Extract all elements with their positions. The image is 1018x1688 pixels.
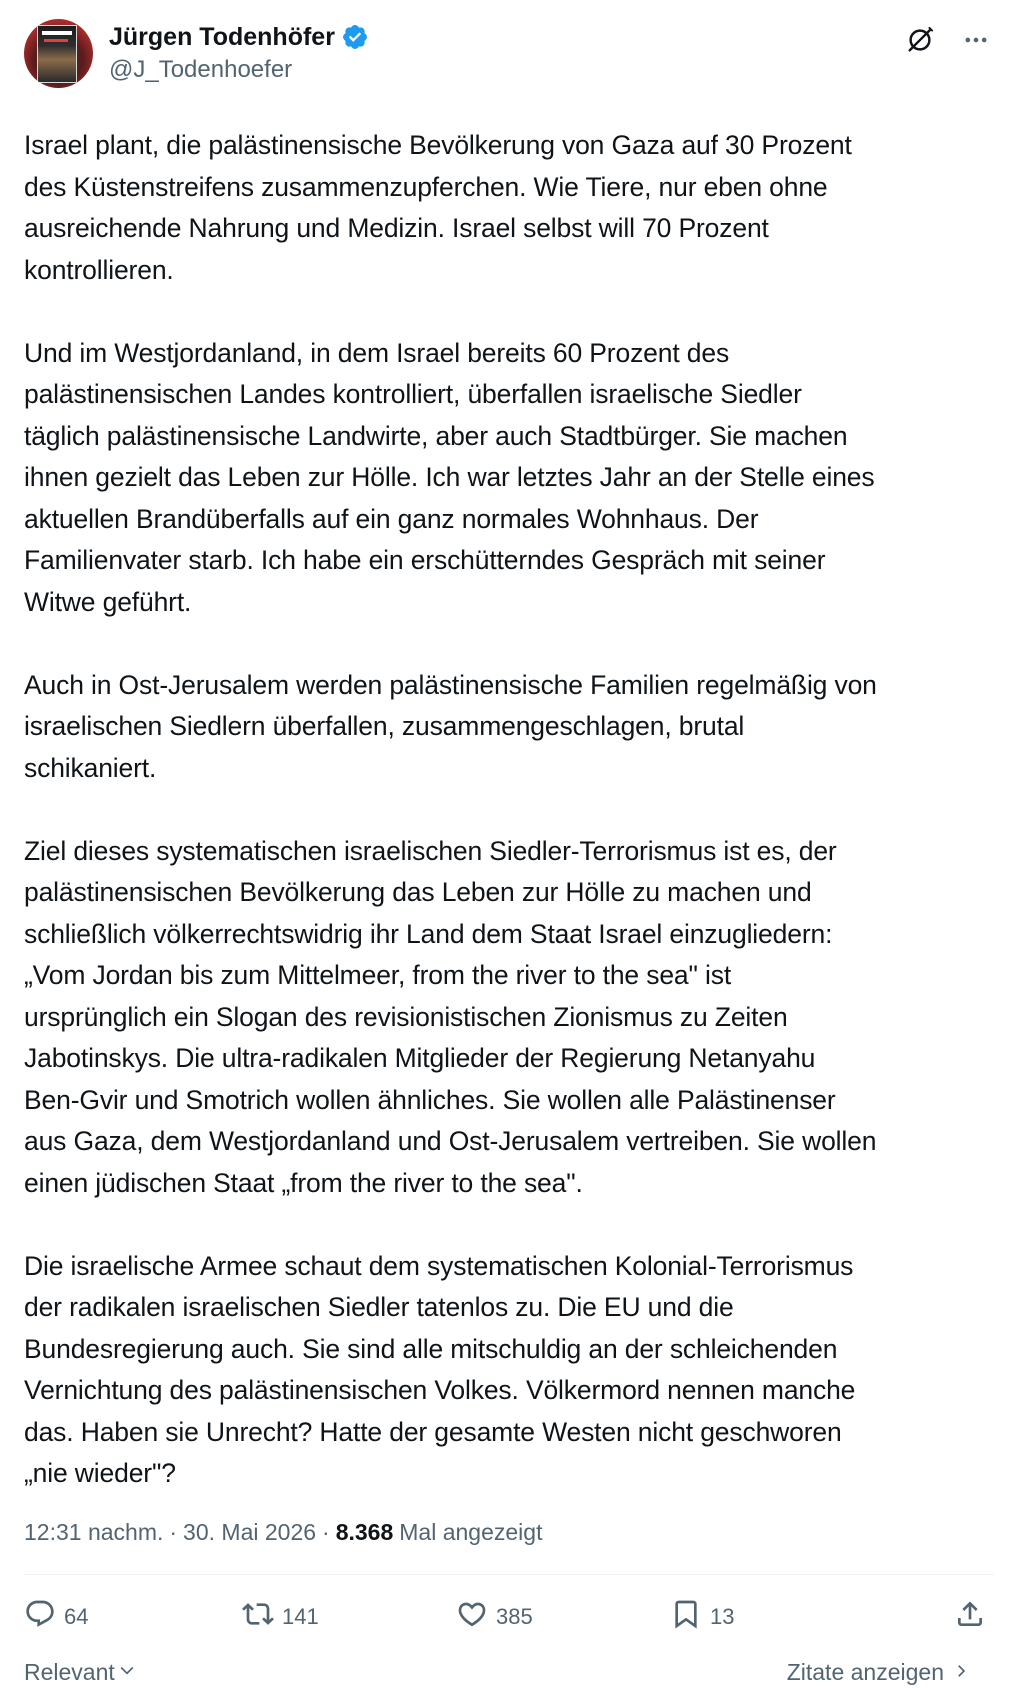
grok-icon[interactable] <box>902 22 938 58</box>
share-icon <box>954 1598 986 1636</box>
top-actions <box>902 22 994 58</box>
reply-button[interactable] <box>24 1598 88 1636</box>
avatar-book-image <box>37 25 77 83</box>
views-label: Mal angezeigt <box>399 1518 543 1545</box>
tweet-text: Israel plant, die palästinensische Bevölkerung von Gaza auf 30 Prozent des Küstenstreifens zusammenzupferchen. Wie Tiere, nur eben ohne ausreichende Nahrung und Medizin. Israel selbst will 70 Prozent kontrollieren. Und im Westjordanland, in dem Israel bereits 60 Prozent des palästinensischen Landes kontrolliert, überfallen israelische Siedler täglich palästinensische Landwirte, aber auch Stadtbürger. Sie machen ihnen gezielt das Leben zur Hölle. Ich war letztes Jahr an der Stelle eines aktuellen Brandüberfalls auf ein ganz normales Wohnhaus. Der Familienvater starb. Ich habe ein erschütterndes Gespräch mit seiner Witwe geführt. Auch in Ost-Jerusalem werden palästinensische Familien regelmäßig von israelischen Siedlern überfallen, zusammengeschlagen, brutal schikaniert. Ziel dieses systematischen israelischen Siedler-Terrorismus ist es, der palästinensischen Bevölkerung das Leben zur Hölle zu machen und schließlich völkerrechtswidrig ihr Land dem Staat Israel einzugliedern: „Vom Jordan bis zum Mittelmeer, from the river to the sea" ist ursprünglich ein Slogan des revisionistischen Zionismus zu Zeiten Jabotinskys. Die ultra-radikalen Mitglieder der Regierung Netanyahu Ben-Gvir und Smotrich wollen ähnliches. Sie wollen alle Palästinenser aus Gaza, dem Westjordanland und Ost-Jerusalem vertreiben. Sie wollen einen jüdischen Staat „from the river to the sea". Die israelische Armee schaut dem systematischen Kolonial-Terrorismus der radikalen israelischen Siedler tatenlos zu. Die EU und die Bundesregierung auch. Sie sind alle mitschuldig an der schleichenden Vernichtung des palästinensischen Volkes. Völkermord nennen manche das. Haben sie Unrecht? Hatte der gesamte Westen nicht geschworen „nie wieder"? <box>24 130 877 1488</box>
bookmark-count: 13 <box>710 1603 735 1629</box>
sort-label: Relevant <box>24 1658 115 1685</box>
meta-separator: · <box>322 1518 330 1545</box>
retweet-count: 141 <box>282 1603 319 1629</box>
more-icon[interactable] <box>958 22 994 58</box>
verified-badge-icon[interactable] <box>341 23 369 51</box>
avatar[interactable] <box>24 19 93 88</box>
retweet-icon <box>242 1598 274 1636</box>
share-button[interactable] <box>954 1598 986 1636</box>
views-count: 8.368 <box>335 1518 394 1545</box>
like-count: 385 <box>496 1603 533 1629</box>
post-date[interactable]: 30. Mai 2026 <box>183 1518 317 1545</box>
name-row <box>109 22 369 52</box>
reply-icon <box>24 1598 56 1636</box>
user-info <box>109 18 369 86</box>
post-time[interactable]: 12:31 nachm. <box>24 1518 164 1545</box>
tweet-meta <box>24 1517 994 1547</box>
bookmark-icon <box>670 1598 702 1636</box>
author-name[interactable]: Jürgen Todenhöfer <box>109 23 335 51</box>
chevron-right-icon <box>952 1659 970 1686</box>
retweet-button[interactable] <box>242 1598 319 1636</box>
like-button[interactable] <box>456 1598 533 1636</box>
reply-count: 64 <box>64 1603 89 1629</box>
quotes-label: Zitate anzeigen <box>786 1658 944 1685</box>
author-handle[interactable]: @J_Todenhoefer <box>109 56 293 83</box>
action-bar <box>24 1575 994 1659</box>
view-quotes-link[interactable] <box>787 1659 970 1686</box>
meta-separator: · <box>169 1518 178 1545</box>
sort-dropdown[interactable] <box>24 1659 137 1686</box>
chevron-down-icon <box>117 1659 137 1686</box>
reply-sort-row <box>24 1659 994 1688</box>
bookmark-button[interactable] <box>670 1598 734 1636</box>
heart-icon <box>456 1598 488 1636</box>
tweet-header <box>24 18 994 106</box>
